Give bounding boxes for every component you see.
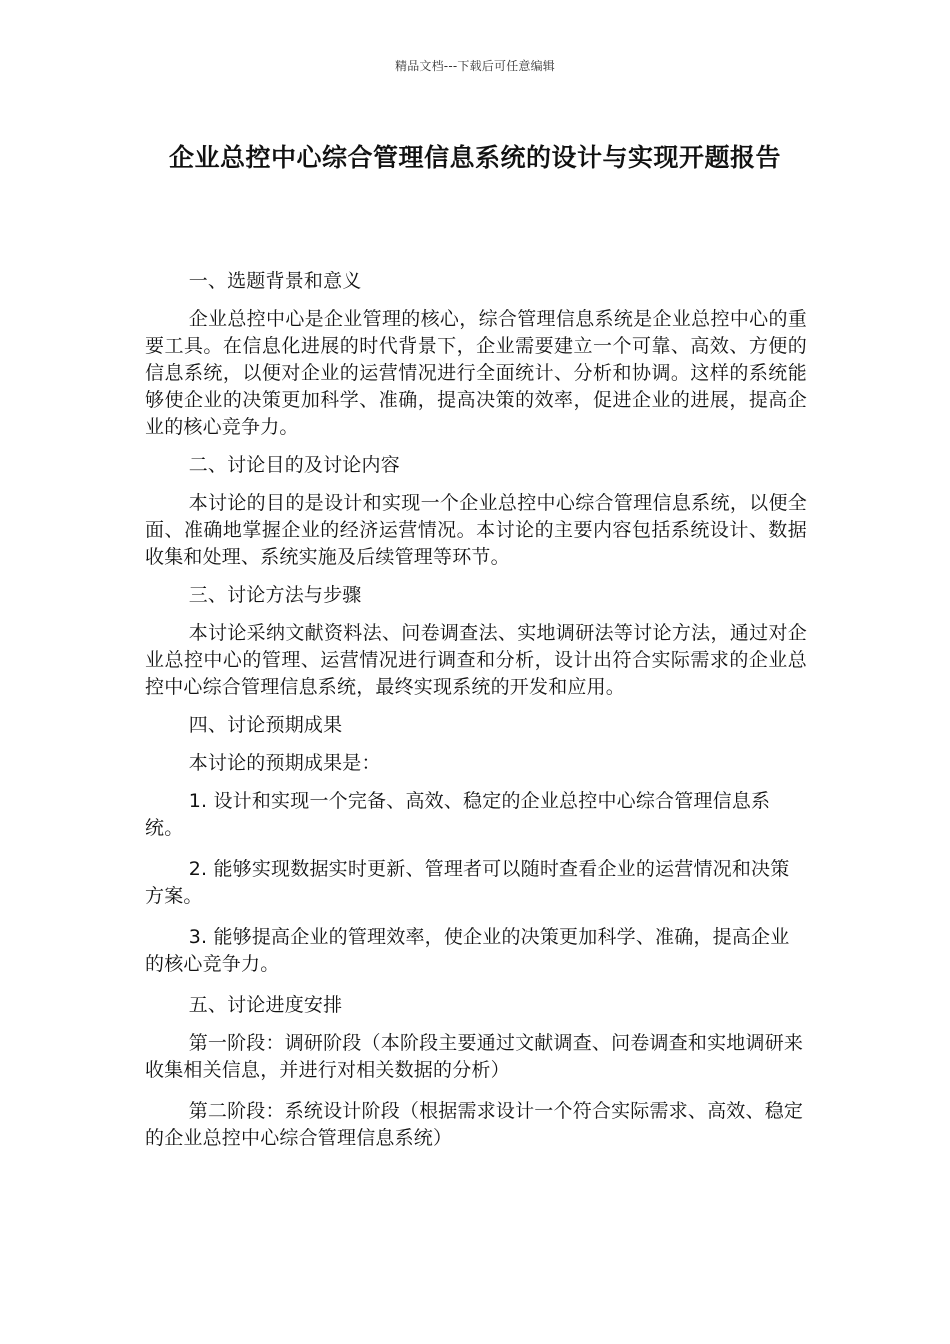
section-paragraph-purpose: 本讨论的目的是设计和实现一个企业总控中心综合管理信息系统，以便全面、准确地掌握企业的经济运营情况。本讨论的主要内容包括系统设计、数据收集和处理、系统实施及后续管理等环节。 — [145, 492, 807, 568]
list-item: 3. 能够提高企业的管理效率，使企业的决策更加科学、准确，提高企业的核心竞争力。 — [145, 926, 790, 975]
section-paragraph-methods: 本讨论采纳文献资料法、问卷调查法、实地调研法等讨论方法，通过对企业总控中心的管理、运营情况进行调查和分析，设计出符合实际需求的企业总控中心综合管理信息系统，最终实现系统的开发和应用。 — [145, 622, 807, 698]
document-body — [145, 268, 807, 1166]
list-item: 第一阶段：调研阶段（本阶段主要通过文献调查、问卷调查和实地调研来收集相关信息，并进行对相关数据的分析） — [145, 1032, 804, 1081]
section-heading-background: 一、选题背景和意义 — [188, 270, 362, 292]
list-item: 2. 能够实现数据实时更新、管理者可以随时查看企业的运营情况和决策方案。 — [145, 858, 790, 907]
document-title: 企业总控中心综合管理信息系统的设计与实现开题报告 — [168, 143, 781, 172]
list-item: 第二阶段：系统设计阶段（根据需求设计一个符合实际需求、高效、稳定的企业总控中心综合管理信息系统） — [145, 1100, 804, 1149]
section-heading-methods: 三、讨论方法与步骤 — [188, 584, 362, 606]
section-heading-schedule: 五、讨论进度安排 — [188, 994, 343, 1016]
list-item: 1. 设计和实现一个完备、高效、稳定的企业总控中心综合管理信息系统。 — [145, 790, 771, 839]
section-heading-purpose: 二、讨论目的及讨论内容 — [188, 454, 400, 476]
section-heading-outcomes: 四、讨论预期成果 — [188, 714, 343, 736]
section-paragraph-background: 企业总控中心是企业管理的核心，综合管理信息系统是企业总控中心的重要工具。在信息化进展的时代背景下，企业需要建立一个可靠、高效、方便的信息系统，以便对企业的运营情况进行全面统计、分析和协调。这样的系统能够使企业的决策更加科学、准确，提高决策的效率，促进企业的进展，提高企业的核心竞争力。 — [145, 308, 807, 438]
header-note: 精品文档---下载后可任意编辑 — [395, 59, 555, 73]
section-paragraph-outcomes-intro: 本讨论的预期成果是： — [188, 752, 381, 774]
